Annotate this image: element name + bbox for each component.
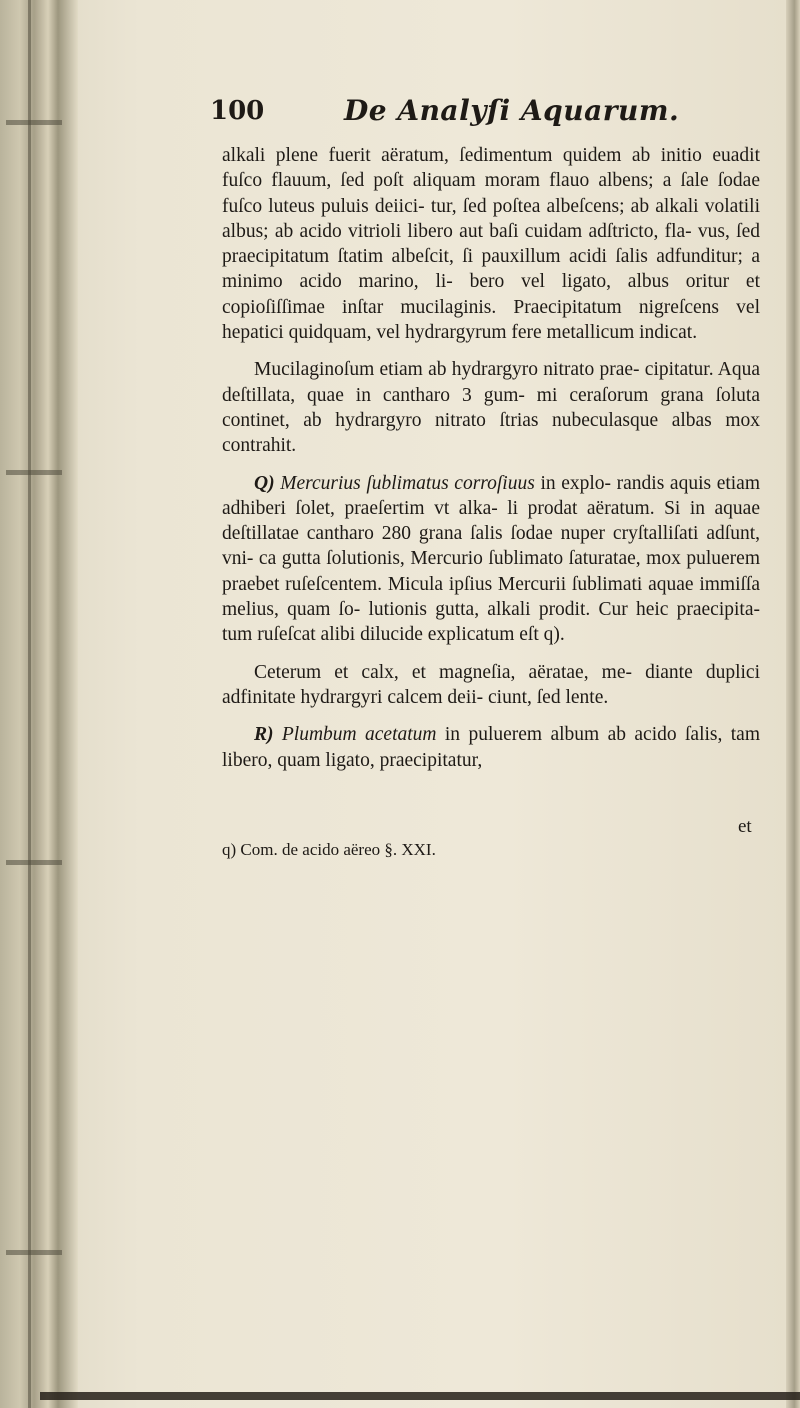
body-text bbox=[222, 143, 760, 785]
section-letter: Q) bbox=[254, 472, 275, 494]
paragraph-3-text: in explo- randis aquis etiam adhiberi ſolet, praeſertim vt alka- li prodat aëratum. Si in aquae deſtillatae cantharo 280 grana ſalis ſodae nuper cryſtalliſati adſunt, vni- ca gutta ſolutionis, Mercurio ſublimato ſaturatae, mox puluerem praebet ruſeſcentem. Micula ipſius Mercurii ſublimati aquae immiſſa melius, quam ſo- lutionis gutta, alkali prodit. Cur heic praecipita- tum ruſeſcat alibi dilucide explicatum eſt q). bbox=[222, 472, 761, 646]
reagent-term: Plumbum acetatum bbox=[281, 724, 437, 746]
binding-thread bbox=[6, 120, 62, 125]
reagent-term: Mercurius ſublimatus corroſiuus bbox=[280, 472, 535, 494]
bottom-binding-edge bbox=[40, 1392, 800, 1400]
paragraph-2: Mucilaginoſum etiam ab hydrargyro nitrato prae- cipitatur. Aqua deſtillata, quae in cantharo 3 gum- mi ceraſorum grana ſoluta continet, ab hydrargyro nitrato ſtrias nubeculasque albas mox contrahit. bbox=[222, 359, 760, 457]
page-header bbox=[210, 96, 770, 130]
section-letter: R) bbox=[254, 724, 274, 746]
binding-thread bbox=[6, 470, 62, 475]
paragraph-3 bbox=[222, 471, 760, 648]
paragraph-4: Ceterum et calx, et magneſia, aëratae, me- diante duplici adfinitate hydrargyri calcem deii- ciunt, ſed lente. bbox=[222, 661, 760, 708]
book-spine-binding bbox=[0, 0, 78, 1408]
binding-thread bbox=[6, 860, 62, 865]
binding-thread bbox=[6, 1250, 62, 1255]
paragraph-5 bbox=[222, 722, 760, 773]
paragraph-1: alkali plene fuerit aëratum, ſedimentum quidem ab initio euadit fuſco flauum, ſed poſt aliquam moram flauo albens; a ſale ſodae fuſco luteus puluis deiici- tur, ſed poſtea albeſcens; ab alkali volatili albus; ab acido vitrioli libero aut baſi cuidam adſtricto, fla- vus, ſed praecipitatum ſtatim albeſcit, ſi pauxillum acidi ſalis adfunditur; a minimo acido marino, li- bero vel ligato, albus oritur et copioſiſſimae inſtar mucilaginis. Praecipitatum nigreſcens vel hepatici quidquam, vel hydrargyrum fere metallicum indicat. bbox=[222, 145, 760, 344]
footnote: q) Com. de acido aëreo §. XXI. bbox=[222, 840, 436, 859]
page-number: 100 bbox=[210, 96, 265, 126]
paragraph-5-text: in puluerem album ab acido ſalis, tam libero, quam ligato, praecipitatur, bbox=[222, 724, 760, 771]
page-edge bbox=[786, 0, 800, 1408]
running-title: De Analyſi Aquarum. bbox=[344, 94, 680, 127]
binding-strip bbox=[28, 0, 31, 1408]
catchword: et bbox=[738, 816, 752, 837]
